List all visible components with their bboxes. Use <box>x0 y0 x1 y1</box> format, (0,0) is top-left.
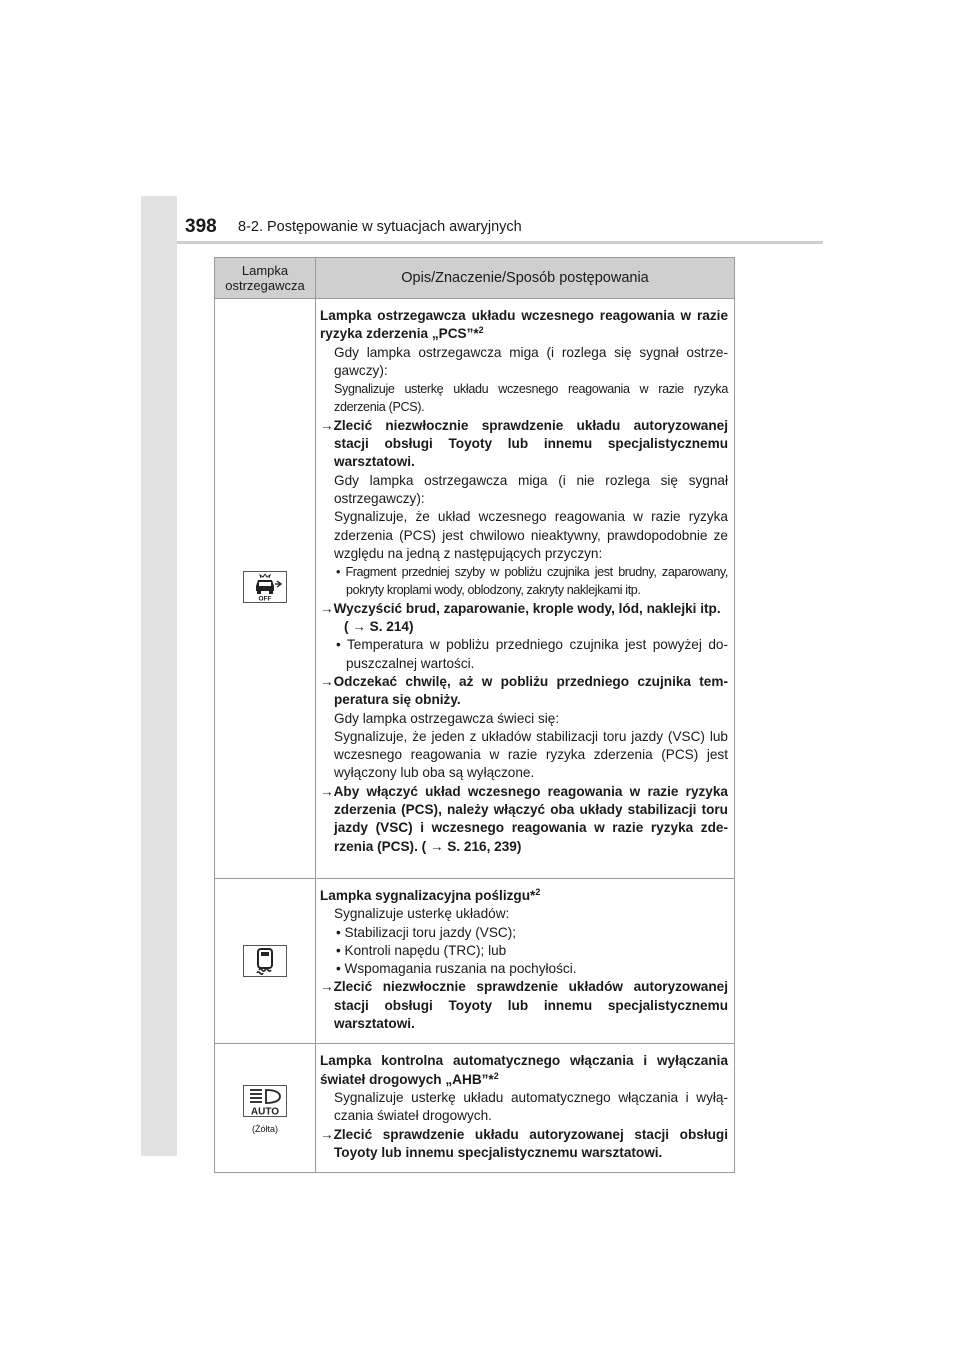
bullet-line: • Fragment przedniej szyby w pobliżu czujnika jest brudny, zaparowany, pokryty kroplami wody, oblodzony, zakryty naklejkami itp. <box>336 565 728 598</box>
description-cell-ahb <box>316 1044 735 1173</box>
icon-cell <box>215 879 316 1044</box>
header-rule <box>177 241 823 244</box>
description-cell-slip <box>316 879 735 1044</box>
row-title: Lampka ostrzegawcza układu wczesnego reagowania w razie ryzyka zderzenia „PCS”*$^2$ <box>320 308 728 342</box>
row-title: Lampka sygnalizacyjna poślizgu*$^2$ <box>320 887 541 903</box>
action-line: →Zlecić sprawdzenie układu autoryzowanej stacji obsługi Toyoty lub innemu specjalistycznemu warsztatowi. <box>320 1126 728 1160</box>
slip-indicator-icon <box>243 945 287 977</box>
bullet-line: • Temperatura w pobliżu przedniego czujnika jest powyżej dopuszczalnej wartości. <box>336 637 728 671</box>
description-line: Sygnalizuje usterkę układu wczesnego reagowania w razie ryzyka zderzenia (PCS). <box>334 382 728 415</box>
icon-color-label: (Żółta) <box>251 1123 278 1134</box>
table-row <box>215 299 735 879</box>
description-line: Gdy lampka ostrzegawcza miga (i nie rozlega się sygnał ostrzegawczy): <box>334 472 728 506</box>
description-cell-pcs <box>316 299 735 879</box>
action-line: →Zlecić niezwłocznie sprawdzenie układów autoryzowanej stacji obsługi Toyoty lub innemu specjalistycznemu warsztatowi. <box>320 979 728 1032</box>
description-line: Gdy lampka ostrzegawcza miga (i rozlega się sygnał ostrzegawczy): <box>334 344 728 378</box>
action-line: →Odczekać chwilę, aż w pobliżu przedniego czujnika temperatura się obniży. <box>320 673 728 708</box>
table-header-row <box>215 258 735 299</box>
page-reference: ( → S. 214) <box>344 619 414 635</box>
svg-text:OFF: OFF <box>258 595 272 602</box>
row-title: Lampka kontrolna automatycznego włączania i wyłączania świateł drogowych „AHB”*$^2$ <box>320 1053 728 1087</box>
description-line: Sygnalizuje, że jeden z układów stabilizacji toru jazdy (VSC) lub wczesnego reagowania w razie ryzyka zderzenia (PCS) jest wyłączony lub oba są wyłączone. <box>334 728 728 781</box>
column-header-lamp: Lampka ostrzegawcza <box>215 258 316 299</box>
action-line: →Wyczyścić brud, zaparowanie, krople wody, lód, naklejki itp. <box>320 600 721 616</box>
side-band <box>141 196 177 1156</box>
action-line: →Zlecić niezwłocznie sprawdzenie układu autoryzowanej stacji obsługi Toyoty lub innemu specjalistycznemu warsztatowi. <box>320 417 728 470</box>
svg-text:AUTO: AUTO <box>250 1106 280 1116</box>
description-line: Sygnalizuje, że układ wczesnego reagowania w razie ryzyka zderzenia (PCS) jest chwilowo nieaktywny, prawdopodobnie ze względu na jedną z następujących przyczyn: <box>334 509 728 561</box>
page-number: 398 <box>185 216 217 237</box>
icon-cell <box>215 299 316 879</box>
pcs-off-icon <box>243 571 287 603</box>
action-line: →Aby włączyć układ wczesnego reagowania w razie ryzyka zderzenia (PCS), należy włączyć oba układy stabilizacji toru jazdy (VSC) i wczesnego reagowania w razie ryzyka zderzenia (PCS). ( → S. 216, 239) <box>320 783 728 854</box>
description-line: Sygnalizuje usterkę układów: <box>334 906 510 922</box>
column-header-description: Opis/Znaczenie/Sposób postępowania <box>316 258 735 299</box>
table-row <box>215 879 735 1044</box>
description-line: Sygnalizuje usterkę układu automatycznego włączania i wyłączania świateł drogowych. <box>334 1089 728 1124</box>
table-row <box>215 1044 735 1173</box>
auto-high-beam-icon <box>243 1085 287 1117</box>
section-title: 8-2. Postępowanie w sytuacjach awaryjnych <box>238 219 522 235</box>
description-line: Gdy lampka ostrzegawcza świeci się: <box>334 710 560 726</box>
warning-lights-table <box>214 257 735 1173</box>
bullet-line: • Wspomagania ruszania na pochyłości. <box>336 961 577 977</box>
icon-cell <box>215 1044 316 1173</box>
bullet-line: • Stabilizacji toru jazdy (VSC); <box>336 924 517 940</box>
bullet-line: • Kontroli napędu (TRC); lub <box>336 942 507 958</box>
